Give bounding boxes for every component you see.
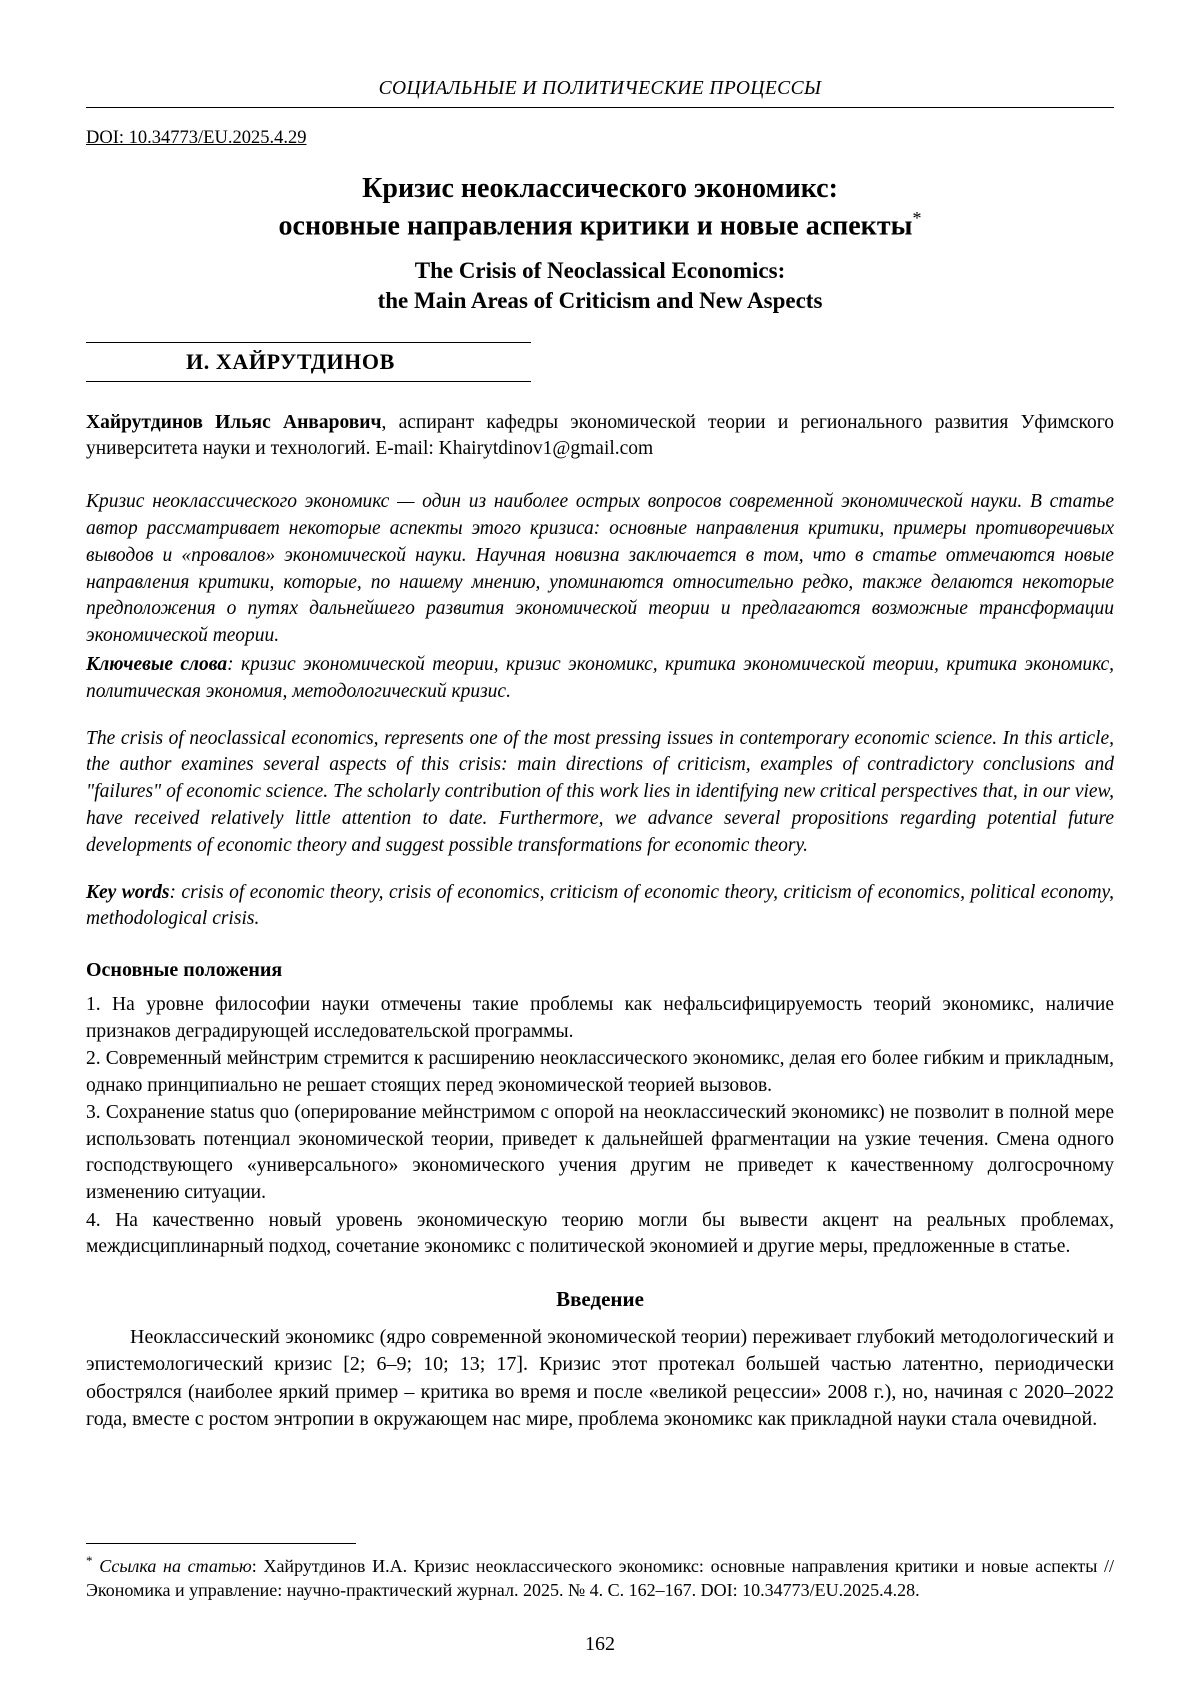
keywords-ru: [86, 652, 1114, 706]
title-en-line-2: the Main Areas of Criticism and New Aspects: [377, 287, 823, 313]
keywords-en-label: Key words: [86, 881, 170, 903]
footnote-label: Ссылка на статью: [99, 1555, 252, 1576]
title-footnote-marker: *: [912, 207, 922, 228]
keywords-ru-text: : кризис экономической теории, кризис экономикс, критика экономической теории, критика экономикс, политическая экономия, методологический кризис.: [86, 654, 1114, 703]
author-full-name: Хайрутдинов Ильяс Анварович: [86, 411, 382, 433]
footnote-area: [86, 1543, 1114, 1602]
footnote-divider: [86, 1543, 356, 1544]
keywords-en-text: : crisis of economic theory, crisis of economics, criticism of economic theory, criticism of economics, political economy, methodological crisis.: [86, 881, 1115, 930]
page-number: 162: [585, 1633, 615, 1655]
title-ru-line-2: основные направления критики и новые аспекты: [278, 210, 913, 242]
author-bar: [86, 342, 531, 382]
footnote-citation: [86, 1552, 1114, 1602]
abstract-ru: [86, 489, 1114, 706]
doi-line[interactable]: DOI: 10.34773/EU.2025.4.29: [86, 128, 307, 148]
keywords-en: [86, 880, 1114, 934]
main-point-item: 2. Современный мейнстрим стремится к расширению неоклассического экономикс, делая его более гибким и прикладным, однако принципиально не решает стоящих перед экономической теорией вызовов.: [86, 1048, 1114, 1096]
page-title-en: [136, 256, 1064, 316]
main-point-item: 1. На уровне философии науки отмечены такие проблемы как нефальсифицируемость теорий экономикс, наличие признаков деградирующей исследовательской программы.: [86, 994, 1114, 1042]
footnote-text: : Хайрутдинов И.А. Кризис неоклассического экономикс: основные направления критики и новые аспекты // Экономика и управление: научно-практический журнал. 2025. № 4. С. 162–167. DOI: 10.34773/EU.2025.4.28.: [86, 1555, 1115, 1600]
abstract-en: [86, 726, 1114, 934]
page-title-ru: [116, 171, 1084, 244]
footnote-marker: *: [86, 1552, 93, 1568]
running-head: СОЦИАЛЬНЫЕ И ПОЛИТИЧЕСКИЕ ПРОЦЕССЫ: [86, 78, 1114, 108]
abstract-ru-text: Кризис неоклассического экономикс — один из наиболее острых вопросов современной экономической науки. В статье автор рассматривает некоторые аспекты этого кризиса: основные направления критики, примеры противоречивых выводов и «провалов» экономической науки. Научная новизна заключается в том, что в статье отмечаются новые направления критики, которые, по нашему мнению, упоминаются относительно редко, также делаются некоторые предположения о путях дальнейшего развития экономической теории и предлагаются возможные трансформации экономической теории.: [86, 490, 1114, 647]
title-ru-line-1: Кризис неоклассического экономикс:: [362, 173, 838, 204]
main-points-heading: Основные положения: [86, 959, 283, 982]
introduction-body: [86, 1324, 1114, 1434]
main-points-list: [86, 992, 1114, 1260]
introduction-heading: Введение: [556, 1286, 644, 1311]
author-affiliation: [86, 410, 1114, 463]
author-affiliation-text: , аспирант кафедры экономической теории и регионального развития Уфимского университета науки и технологий. E-mail: Khairytdinov1@gmail.com: [86, 411, 1114, 460]
title-ru-line-2-wrap: [116, 207, 1084, 244]
introduction-paragraph: Неоклассический экономикс (ядро современной экономической теории) переживает глубокий методологический и эпистемологический кризис [2; 6–9; 10; 13; 17]. Кризис этот протекал большей частью латентно, периодически обострялся (наиболее яркий пример – критика во время и после «великой рецессии» 2008 г.), но, начиная с 2020–2022 года, вместе с ростом энтропии в окружающем нас мире, проблема экономикс как прикладной науки стала очевидной.: [86, 1325, 1114, 1431]
main-point-item: 4. На качественно новый уровень экономическую теорию могли бы вывести акцент на реальных проблемах, междисциплинарный подход, сочетание экономикс с политической экономией и другие меры, предложенные в статье.: [86, 1209, 1114, 1258]
author-short-name: И. ХАЙРУТДИНОВ: [186, 348, 395, 374]
keywords-ru-label: Ключевые слова: [86, 654, 228, 676]
title-en-line-1: The Crisis of Neoclassical Economics:: [414, 257, 786, 283]
main-point-item: 3. Сохранение status quo (оперирование мейнстримом с опорой на неоклассический экономикс) не позволит в полной мере использовать потенциал экономической теории, приведет к дальнейшей фрагментации на узкие течения. Смена одного господствующего «универсального» экономического учения другим не приведет к качественному долгосрочному изменению ситуации.: [86, 1102, 1114, 1203]
abstract-en-text: The crisis of neoclassical economics, represents one of the most pressing issues in contemporary economic science. In this article, the author examines several aspects of this crisis: main directions of criticism, examples of contradictory conclusions and "failures" of economic science. The scholarly contribution of this work lies in identifying new critical perspectives that, in our view, have received relatively little attention to date. Furthermore, we advance several propositions regarding potential future developments of economic theory and suggest possible transformations for economic theory.: [86, 727, 1114, 857]
